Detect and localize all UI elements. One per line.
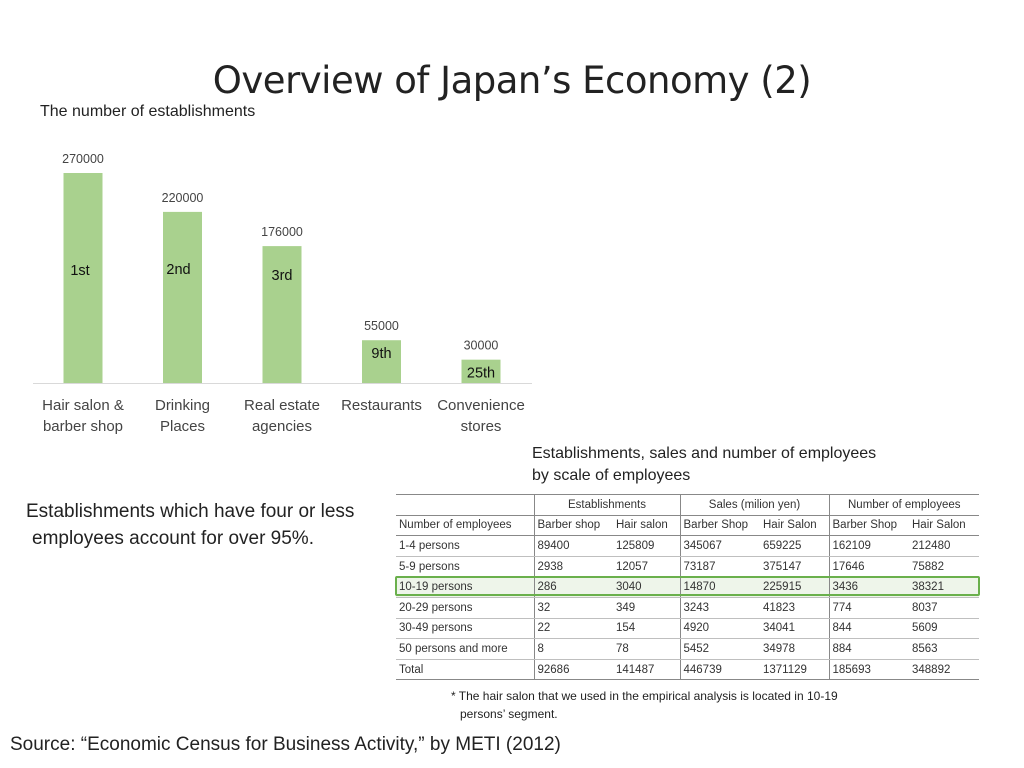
table-cell: 5452 bbox=[680, 639, 760, 660]
column-header: Number of employees bbox=[396, 515, 534, 536]
table-cell: 78 bbox=[613, 639, 680, 660]
footnote bbox=[451, 687, 921, 723]
table-cell: 286 bbox=[534, 577, 613, 598]
table-cell: 32 bbox=[534, 597, 613, 618]
table-row bbox=[396, 577, 979, 598]
table-cell: 884 bbox=[829, 639, 909, 660]
table-cell: 348892 bbox=[909, 659, 979, 680]
table-group-sales: Sales (milion yen) bbox=[680, 495, 829, 516]
chart-caption: The number of establishments bbox=[40, 103, 256, 120]
table-cell: 41823 bbox=[760, 597, 829, 618]
column-header: Barber Shop bbox=[680, 515, 760, 536]
table-cell: 75882 bbox=[909, 556, 979, 577]
table-cell: 1371129 bbox=[760, 659, 829, 680]
table-caption bbox=[532, 443, 952, 487]
note-left-line-1: Establishments which have four or less bbox=[26, 501, 355, 522]
note-left bbox=[26, 498, 406, 552]
row-label: 20-29 persons bbox=[396, 597, 534, 618]
table-cell: 446739 bbox=[680, 659, 760, 680]
x-tick-label: Convenience bbox=[437, 397, 525, 414]
bar-value-label: 55000 bbox=[364, 319, 399, 334]
x-tick-label: Restaurants bbox=[341, 397, 422, 414]
table-total-row bbox=[396, 659, 979, 680]
table-cell: 3243 bbox=[680, 597, 760, 618]
bar-value-label: 220000 bbox=[161, 190, 204, 205]
bar-rank-label: 9th bbox=[371, 346, 392, 363]
table-cell: 12057 bbox=[613, 556, 680, 577]
table-cell: 92686 bbox=[534, 659, 613, 680]
table-group-empty bbox=[396, 495, 534, 516]
source-citation: Source: “Economic Census for Business Activity,” by METI (2012) bbox=[10, 734, 561, 755]
note-left-line-2: employees account for over 95%. bbox=[32, 528, 314, 549]
table-group-header bbox=[396, 495, 979, 516]
table-caption-line-2: by scale of employees bbox=[532, 467, 691, 484]
column-header: Hair salon bbox=[613, 515, 680, 536]
table-cell: 73187 bbox=[680, 556, 760, 577]
bar-rank-label: 3rd bbox=[271, 268, 293, 284]
table-cell: 345067 bbox=[680, 536, 760, 557]
bar-rank-label: 25th bbox=[466, 365, 496, 382]
table-cell: 4920 bbox=[680, 618, 760, 639]
slide-title: Overview of Japan’s Economy (2) bbox=[212, 58, 812, 102]
column-header: Hair Salon bbox=[909, 515, 979, 536]
table-group-establishments: Establishments bbox=[534, 495, 680, 516]
table-cell: 3040 bbox=[613, 577, 680, 598]
table-cell: 154 bbox=[613, 618, 680, 639]
x-tick-label: Drinking bbox=[154, 397, 211, 414]
table-group-employees: Number of employees bbox=[829, 495, 979, 516]
table-column-header bbox=[396, 515, 979, 536]
table-cell: 212480 bbox=[909, 536, 979, 557]
table-cell: 844 bbox=[829, 618, 909, 639]
bar bbox=[263, 246, 302, 383]
establishments-bar-chart bbox=[0, 140, 560, 450]
table-cell: 34041 bbox=[760, 618, 829, 639]
table-cell: 8563 bbox=[909, 639, 979, 660]
table-row bbox=[396, 556, 979, 577]
table-cell: 14870 bbox=[680, 577, 760, 598]
row-label: 30-49 persons bbox=[396, 618, 534, 639]
table-row bbox=[396, 639, 979, 660]
row-label: 1-4 persons bbox=[396, 536, 534, 557]
table-cell: 349 bbox=[613, 597, 680, 618]
bar-value-label: 30000 bbox=[463, 338, 499, 353]
table-cell: 8 bbox=[534, 639, 613, 660]
row-label: 10-19 persons bbox=[396, 577, 534, 598]
bar-rank-label: 1st bbox=[70, 263, 90, 279]
table-cell: 125809 bbox=[613, 536, 680, 557]
bar-value-label: 270000 bbox=[62, 152, 104, 166]
table-caption-line-1: Establishments, sales and number of employees bbox=[532, 445, 877, 462]
x-tick-label: Places bbox=[159, 418, 206, 435]
table-cell: 22 bbox=[534, 618, 613, 639]
table-row bbox=[396, 536, 979, 557]
column-header: Barber Shop bbox=[829, 515, 909, 536]
table-cell: 659225 bbox=[760, 536, 829, 557]
table-cell: 774 bbox=[829, 597, 909, 618]
table-cell: 162109 bbox=[829, 536, 909, 557]
table-cell: 185693 bbox=[829, 659, 909, 680]
x-tick-label: barber shop bbox=[42, 418, 124, 435]
footnote-line-1: * The hair salon that we used in the empirical analysis is located in 10-19 bbox=[451, 689, 838, 703]
footnote-line-2: persons’ segment. bbox=[460, 707, 558, 721]
bar-value-label: 176000 bbox=[261, 225, 303, 240]
x-tick-label: stores bbox=[460, 418, 502, 435]
x-tick-label: agencies bbox=[251, 418, 313, 435]
table-cell: 375147 bbox=[760, 556, 829, 577]
employees-scale-table bbox=[396, 494, 979, 680]
row-label: Total bbox=[396, 659, 534, 680]
table-row bbox=[396, 618, 979, 639]
bar-rank-label: 2nd bbox=[166, 262, 191, 278]
column-header: Barber shop bbox=[534, 515, 613, 536]
row-label: 50 persons and more bbox=[396, 639, 534, 660]
table-cell: 141487 bbox=[613, 659, 680, 680]
x-tick-label: Hair salon & bbox=[42, 397, 124, 414]
table-cell: 34978 bbox=[760, 639, 829, 660]
row-label: 5-9 persons bbox=[396, 556, 534, 577]
table-cell: 225915 bbox=[760, 577, 829, 598]
x-tick-label: Real estate bbox=[244, 397, 320, 414]
column-header: Hair Salon bbox=[760, 515, 829, 536]
bar bbox=[163, 212, 202, 383]
table-cell: 17646 bbox=[829, 556, 909, 577]
table-row bbox=[396, 597, 979, 618]
table-cell: 3436 bbox=[829, 577, 909, 598]
table-cell: 5609 bbox=[909, 618, 979, 639]
table-cell: 8037 bbox=[909, 597, 979, 618]
table-cell: 38321 bbox=[909, 577, 979, 598]
table-cell: 2938 bbox=[534, 556, 613, 577]
table-cell: 89400 bbox=[534, 536, 613, 557]
